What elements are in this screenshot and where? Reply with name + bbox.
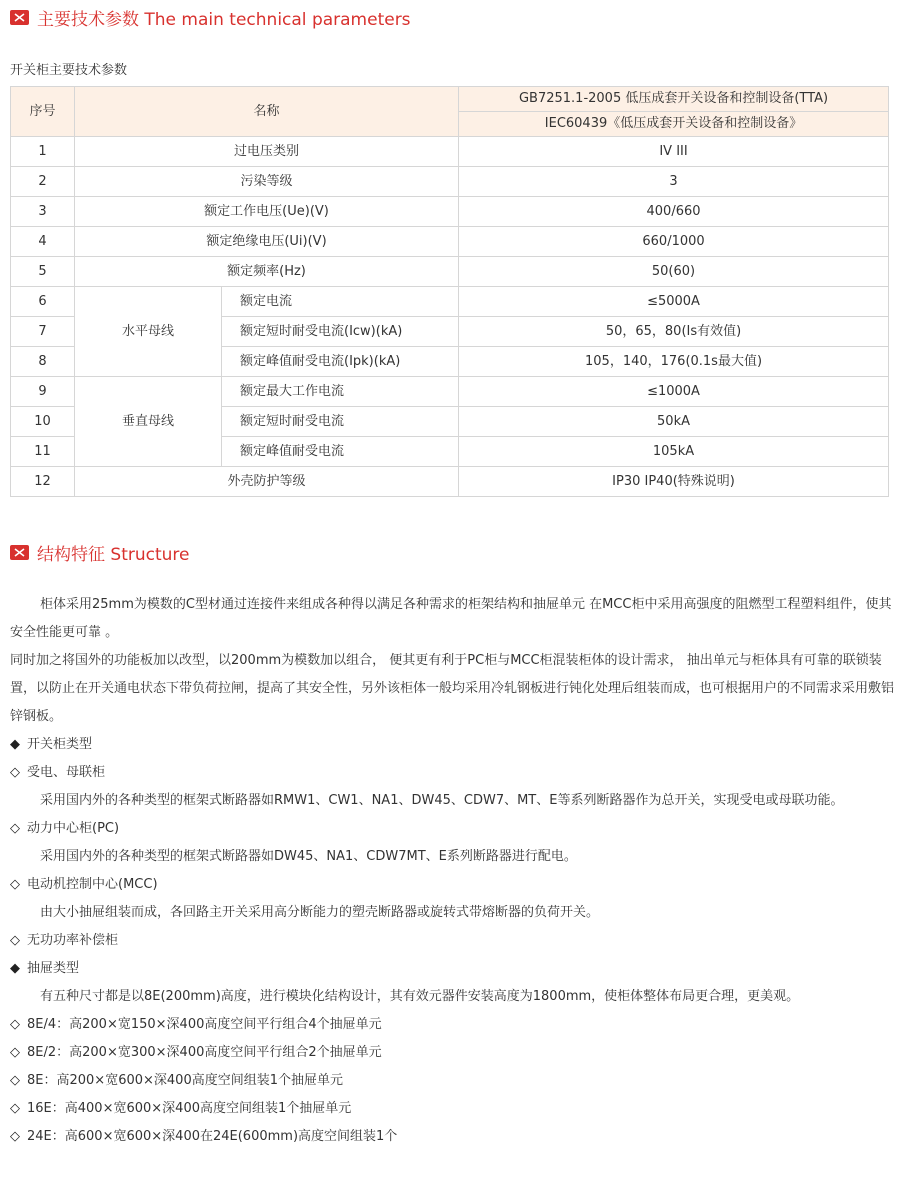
- table-row: [11, 197, 889, 227]
- hollow-diamond-icon: ◇: [10, 821, 20, 836]
- drawer-item-text: 24E：高600×宽600×深400在24E(600mm)高度空间组装1个: [27, 1129, 398, 1144]
- cabinet-type-item: [10, 759, 895, 787]
- structure-paragraph-1: 柜体采用25mm为模数的C型材通过连接件来组成各种得以满足各种需求的柜架结构和抽屉单元 在MCC柜中采用高强度的阻燃型工程塑料组件，使其安全性能更可靠 。: [10, 597, 892, 640]
- group-horizontal-bus: 水平母线: [75, 287, 222, 377]
- row-seq: 4: [11, 227, 75, 257]
- item-title: 动力中心柜(PC): [27, 821, 120, 836]
- item-description: 采用国内外的各种类型的框架式断路器如DW45、NA1、CDW7MT、E系列断路器进行配电。: [40, 849, 577, 864]
- drawer-types-heading: [10, 955, 895, 983]
- drawer-item: [10, 1123, 895, 1151]
- row-name: 额定峰值耐受电流: [222, 437, 459, 467]
- row-name: 额定峰值耐受电流(Ipk)(kA): [222, 347, 459, 377]
- row-name: 外壳防护等级: [75, 467, 459, 497]
- item-title: 无功功率补偿柜: [27, 933, 119, 948]
- drawer-item-text: 16E：高400×宽600×深400高度空间组装1个抽屉单元: [27, 1101, 352, 1116]
- row-seq: 1: [11, 137, 75, 167]
- row-seq: 3: [11, 197, 75, 227]
- hollow-diamond-icon: ◇: [10, 1101, 20, 1116]
- parameters-table: [10, 86, 889, 497]
- table-row: [11, 227, 889, 257]
- group-vertical-bus: 垂直母线: [75, 377, 222, 467]
- row-name: 额定电流: [222, 287, 459, 317]
- cabinet-type-item: [10, 871, 895, 899]
- structure-paragraph-2: 同时加之将国外的功能板加以改型，以200mm为模数加以组合， 便其更有利于PC柜与MCC柜混装柜体的设计需求， 抽出单元与柜体具有可靠的联锁装置，以防止在开关通电状态下带负荷拉闸，提高了其安全性，另外该柜体一般均采用冷轧钢板进行钝化处理后组装而成，也可根据用户的不同需求采用敷铝锌钢板。: [10, 653, 895, 724]
- row-value: 50kA: [459, 407, 889, 437]
- row-value: 400/660: [459, 197, 889, 227]
- row-name: 额定最大工作电流: [222, 377, 459, 407]
- filled-diamond-icon: ◆: [10, 737, 20, 752]
- header-standard-gb: GB7251.1-2005 低压成套开关设备和控制设备(TTA): [459, 87, 889, 112]
- drawer-item: [10, 1011, 895, 1039]
- hollow-diamond-icon: ◇: [10, 1129, 20, 1144]
- row-name: 污染等级: [75, 167, 459, 197]
- row-value: 50(60): [459, 257, 889, 287]
- row-value: 105kA: [459, 437, 889, 467]
- row-seq: 11: [11, 437, 75, 467]
- row-seq: 8: [11, 347, 75, 377]
- row-value: IP30 IP40(特殊说明): [459, 467, 889, 497]
- filled-diamond-icon: ◆: [10, 961, 20, 976]
- drawer-item: [10, 1095, 895, 1123]
- item-description: 采用国内外的各种类型的框架式断路器如RMW1、CW1、NA1、DW45、CDW7、MT、E等系列断路器作为总开关，实现受电或母联功能。: [40, 793, 844, 808]
- header-name: 名称: [75, 87, 459, 137]
- section-title-text: 主要技术参数 The main technical parameters: [37, 9, 411, 30]
- row-value: ≤1000A: [459, 377, 889, 407]
- drawer-description: 有五种尺寸都是以8E(200mm)高度，进行模块化结构设计，其有效元器件安装高度为1800mm，使柜体整体布局更合理，更美观。: [40, 989, 800, 1004]
- row-value: 50，65，80(Is有效值): [459, 317, 889, 347]
- item-title: 受电、母联柜: [27, 765, 106, 780]
- table-row: [11, 257, 889, 287]
- row-name: 额定频率(Hz): [75, 257, 459, 287]
- hollow-diamond-icon: ◇: [10, 1017, 20, 1032]
- row-value: 3: [459, 167, 889, 197]
- drawer-item-text: 8E/2：高200×宽300×深400高度空间平行组合2个抽屉单元: [27, 1045, 382, 1060]
- item-description: 由大小抽屉组装而成，各回路主开关采用高分断能力的塑壳断路器或旋转式带熔断器的负荷开关。: [40, 905, 600, 920]
- header-seq: 序号: [11, 87, 75, 137]
- row-value: 660/1000: [459, 227, 889, 257]
- hollow-diamond-icon: ◇: [10, 765, 20, 780]
- drawer-item: [10, 1039, 895, 1067]
- structure-body: [10, 591, 895, 1151]
- table-row: [11, 167, 889, 197]
- row-name: 额定短时耐受电流: [222, 407, 459, 437]
- cabinet-type-item: [10, 927, 895, 955]
- section-marker-icon: [10, 10, 29, 25]
- drawer-item: [10, 1067, 895, 1095]
- row-name: 额定工作电压(Ue)(V): [75, 197, 459, 227]
- table-row: [11, 377, 889, 407]
- row-value: ≤5000A: [459, 287, 889, 317]
- table-row: [11, 467, 889, 497]
- row-value: 105，140，176(0.1s最大值): [459, 347, 889, 377]
- drawer-item-text: 8E：高200×宽600×深400高度空间组装1个抽屉单元: [27, 1073, 343, 1088]
- drawer-item-text: 8E/4：高200×宽150×深400高度空间平行组合4个抽屉单元: [27, 1017, 382, 1032]
- row-name: 额定绝缘电压(Ui)(V): [75, 227, 459, 257]
- hollow-diamond-icon: ◇: [10, 1073, 20, 1088]
- row-seq: 9: [11, 377, 75, 407]
- item-title: 电动机控制中心(MCC): [27, 877, 158, 892]
- cabinet-type-item: [10, 815, 895, 843]
- row-seq: 2: [11, 167, 75, 197]
- table-row: [11, 287, 889, 317]
- row-seq: 7: [11, 317, 75, 347]
- table-row: [11, 137, 889, 167]
- header-standard-iec: IEC60439《低压成套开关设备和控制设备》: [459, 112, 889, 137]
- row-seq: 6: [11, 287, 75, 317]
- section-title-parameters: [10, 6, 411, 28]
- hollow-diamond-icon: ◇: [10, 933, 20, 948]
- section-title-structure: [10, 541, 190, 563]
- row-name: 过电压类别: [75, 137, 459, 167]
- heading-text: 开关柜类型: [27, 737, 93, 752]
- hollow-diamond-icon: ◇: [10, 877, 20, 892]
- hollow-diamond-icon: ◇: [10, 1045, 20, 1060]
- table-caption: 开关柜主要技术参数: [10, 63, 128, 78]
- row-value: IV III: [459, 137, 889, 167]
- cabinet-types-heading: [10, 731, 895, 759]
- section-marker-icon: [10, 545, 29, 560]
- row-name: 额定短时耐受电流(Icw)(kA): [222, 317, 459, 347]
- heading-text: 抽屉类型: [27, 961, 80, 976]
- row-seq: 12: [11, 467, 75, 497]
- section-title-text: 结构特征 Structure: [37, 544, 190, 565]
- row-seq: 5: [11, 257, 75, 287]
- row-seq: 10: [11, 407, 75, 437]
